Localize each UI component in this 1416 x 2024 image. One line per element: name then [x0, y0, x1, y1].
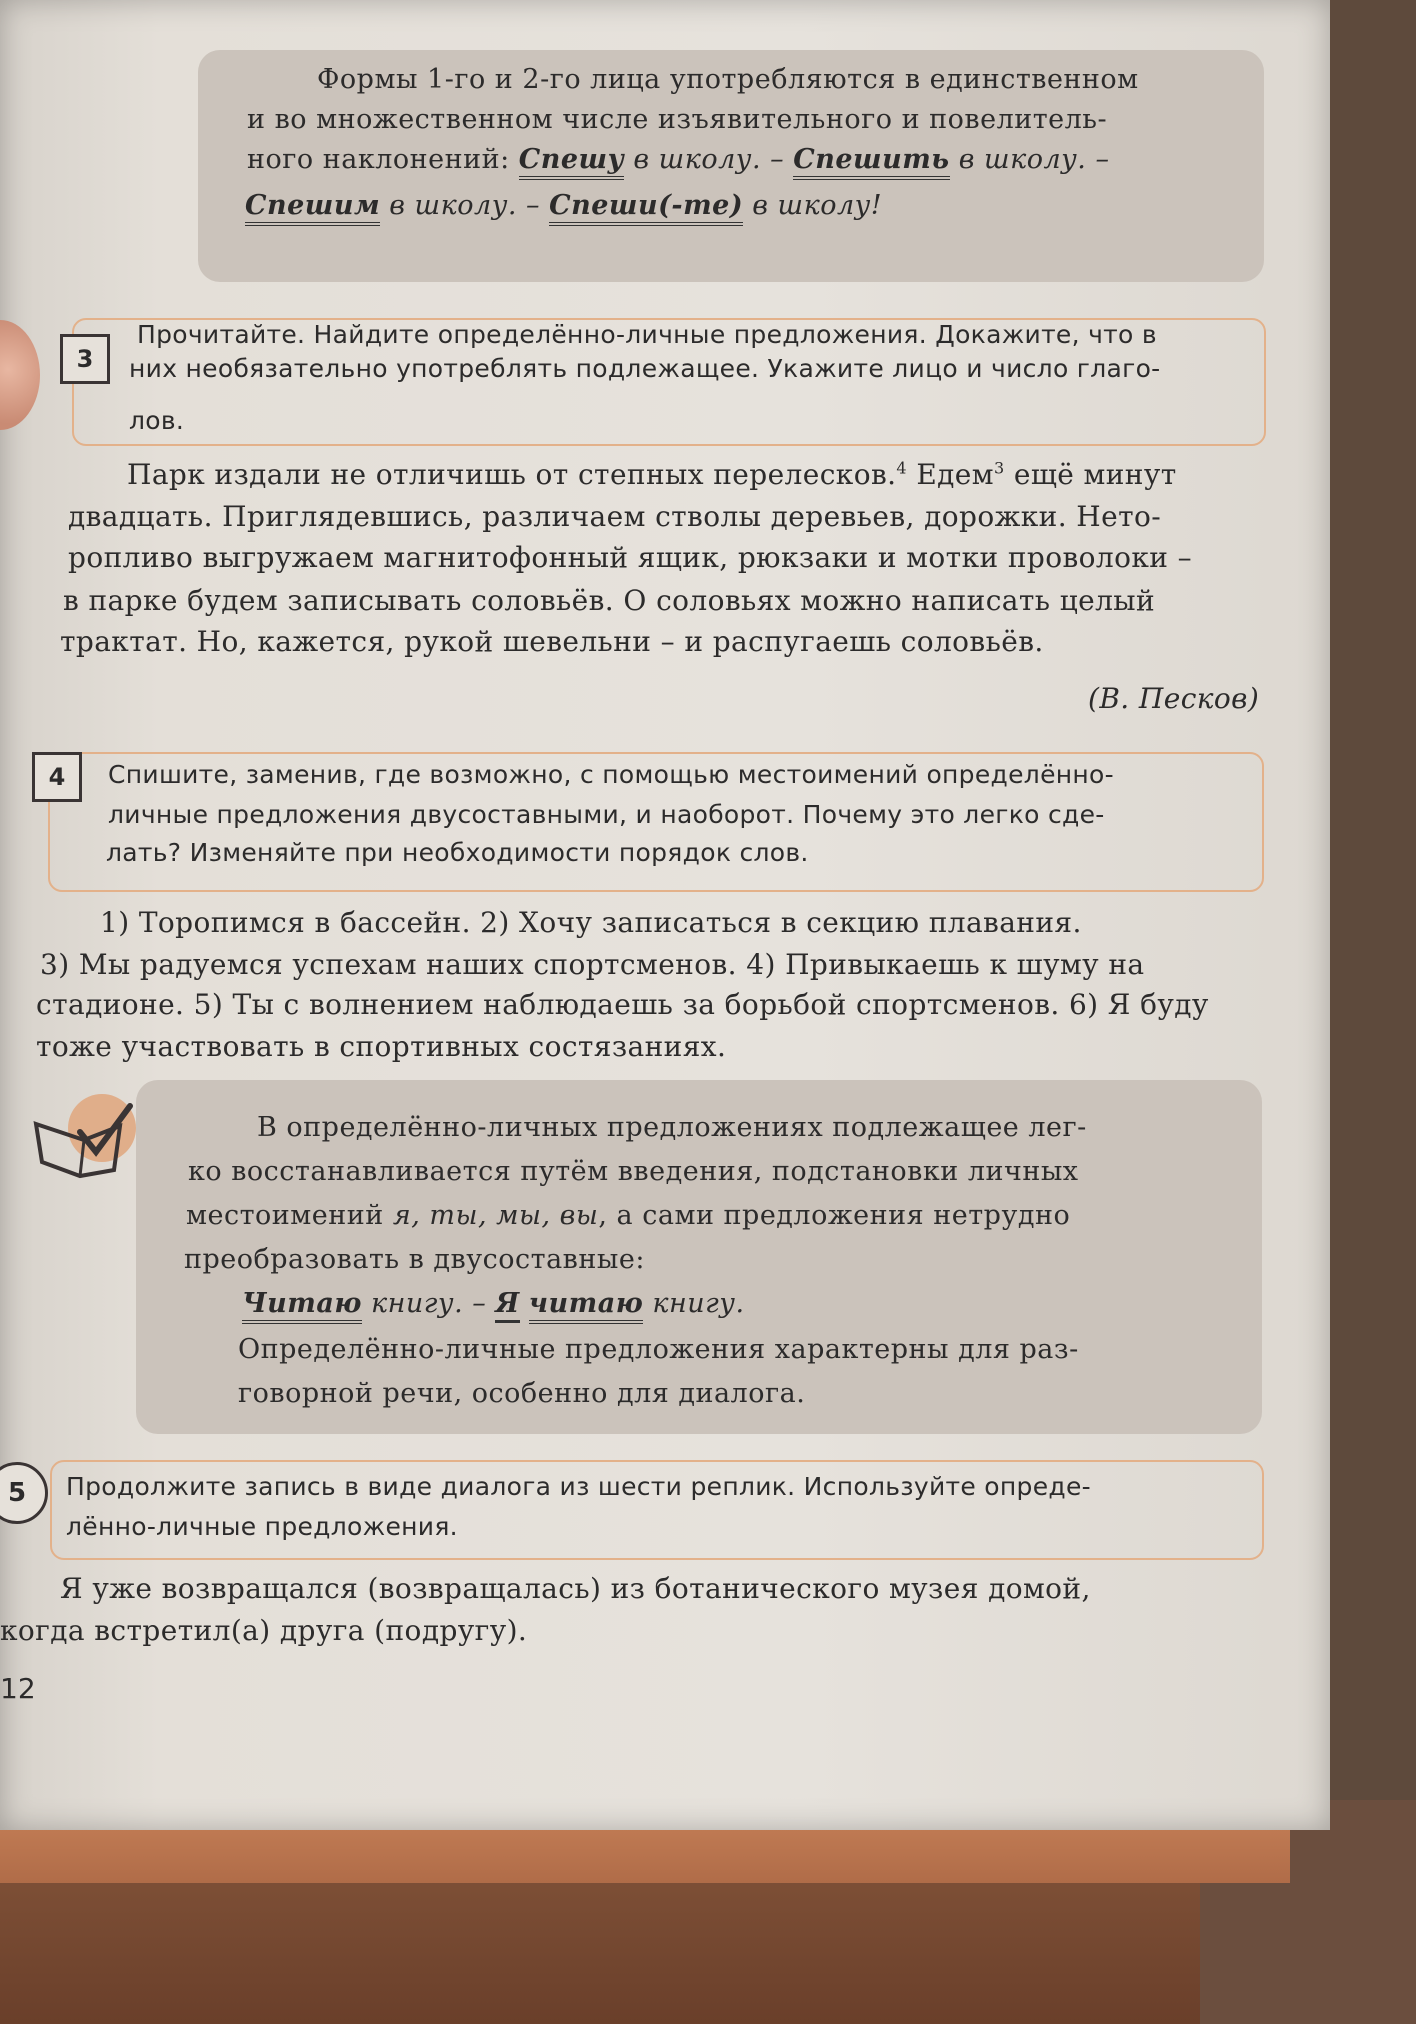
- example-verb-speshite: Спеши(-те): [549, 190, 743, 226]
- rule2-line1: В определённо-личных предложениях подлежащее лег-: [257, 1112, 1087, 1143]
- example-subject-ya: Я: [495, 1288, 519, 1323]
- page-number: 12: [0, 1672, 36, 1705]
- text3-line5: трактат. Но, кажется, рукой шевельни – и распугаешь соловьёв.: [60, 625, 1044, 658]
- text5-line1: Я уже возвращался (возвращалась) из ботанического музея домой,: [60, 1572, 1091, 1605]
- rule2-example: Читаю книгу. – Я читаю книгу.: [242, 1288, 745, 1319]
- task5-number: 5: [0, 1462, 48, 1524]
- text3-line4: в парке будем записывать соловьёв. О соловьях можно написать целый: [63, 584, 1156, 617]
- rule2-line7: говорной речи, особенно для диалога.: [238, 1378, 806, 1409]
- example-verb-chitayu: Читаю: [242, 1288, 362, 1324]
- text3-line3: ропливо выгружаем магнитофонный ящик, рюкзаки и мотки проволоки –: [68, 541, 1193, 574]
- text3-line1: Парк издали не отличишь от степных перелесков.$^4$ Едем$^3$ ещё минут: [127, 458, 1177, 491]
- rule1-line2: и во множественном числе изъявительного и повелитель-: [247, 104, 1108, 135]
- example-verb-speshim: Спешим: [245, 190, 380, 226]
- rule2-line4: преобразовать в двусоставные:: [184, 1244, 645, 1275]
- rule1-line3: ного наклонений: Спешу в школу. – Спешить в школу. –: [247, 144, 1109, 175]
- text4-line3: стадионе. 5) Ты с волнением наблюдаешь за борьбой спортсменов. 6) Я буду: [36, 988, 1209, 1021]
- checkmark-notebook-icon: [30, 1090, 140, 1180]
- task3-line2: них необязательно употреблять подлежащее. Укажите лицо и число глаго-: [129, 354, 1161, 383]
- pronouns-list: я, ты, мы, вы: [392, 1200, 599, 1231]
- rule2-line2: ко восстанавливается путём введения, подстановки личных: [188, 1156, 1079, 1187]
- task3-line1: Прочитайте. Найдите определённо-личные предложения. Докажите, что в: [137, 320, 1157, 349]
- task4-line3: лать? Изменяйте при необходимости порядок слов.: [106, 838, 809, 867]
- text4-line2: 3) Мы радуемся успехам наших спортсменов. 4) Привыкаешь к шуму на: [40, 948, 1145, 981]
- task5-line2: лённо-личные предложения.: [66, 1512, 458, 1541]
- text5-line2: когда встретил(а) друга (подругу).: [0, 1614, 528, 1647]
- task5-line1: Продолжите запись в виде диалога из шести реплик. Используйте опреде-: [66, 1472, 1091, 1501]
- task4-line2: личные предложения двусоставными, и наоборот. Почему это легко сде-: [108, 800, 1105, 829]
- rule1-line4: Спешим в школу. – Спеши(-те) в школу!: [245, 190, 882, 221]
- rule2-line6: Определённо-личные предложения характерны для раз-: [238, 1334, 1079, 1365]
- text4-line1: 1) Торопимся в бассейн. 2) Хочу записаться в секцию плавания.: [100, 906, 1082, 939]
- text4-line4: тоже участвовать в спортивных состязаниях.: [36, 1030, 727, 1063]
- task4-number: 4: [32, 752, 82, 802]
- example-verb-chitayu-2: читаю: [529, 1288, 644, 1324]
- text3-author: (В. Песков): [1088, 682, 1260, 715]
- task3-line3: лов.: [129, 406, 185, 435]
- text3-line2: двадцать. Приглядевшись, различаем стволы деревьев, дорожки. Нето-: [68, 500, 1162, 533]
- rule1-line1: Формы 1-го и 2-го лица употребляются в единственном: [317, 64, 1139, 95]
- example-verb-speshu: Спешу: [519, 144, 625, 180]
- rule2-line3: местоимений я, ты, мы, вы, а сами предложения нетрудно: [186, 1200, 1071, 1231]
- task4-line1: Спишите, заменив, где возможно, с помощью местоимений определённо-: [108, 760, 1114, 789]
- example-verb-speshit: Спешить: [793, 144, 949, 180]
- task3-number: 3: [60, 334, 110, 384]
